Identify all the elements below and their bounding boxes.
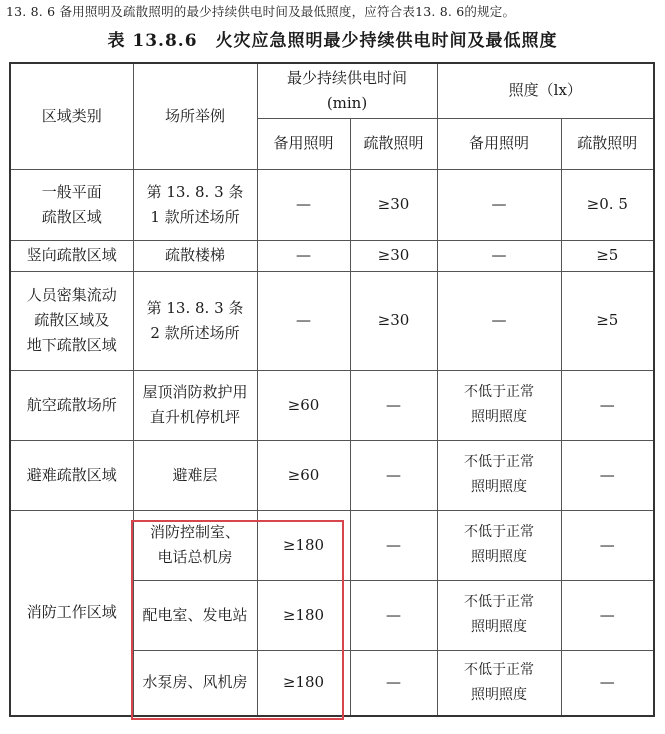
backup-lux-cell-line: 照明照度 xyxy=(471,549,528,565)
header-min-duration-label: 最少持续供电时间 xyxy=(287,68,408,87)
place-cell xyxy=(133,370,257,440)
backup-lux-cell-line: 不低于正常 xyxy=(464,524,535,540)
header-row xyxy=(10,63,654,118)
backup-lux-cell-line: 照明照度 xyxy=(471,479,528,495)
area-cell-line: 疏散区域 xyxy=(41,207,102,226)
backup-lux-cell-line: 不低于正常 xyxy=(464,384,535,400)
backup-lux-cell-line: 不低于正常 xyxy=(464,661,535,678)
evac-time-cell: ≥30 xyxy=(350,240,437,271)
table-row xyxy=(10,240,654,271)
place-cell xyxy=(133,271,257,370)
area-cell-line: 航空疏散场所 xyxy=(26,395,117,414)
evac-lux-cell: — xyxy=(561,580,654,650)
place-cell xyxy=(133,440,257,510)
backup-lux-cell xyxy=(437,510,561,580)
place-cell-line: 配电室、发电站 xyxy=(142,605,248,624)
backup-lux-cell xyxy=(437,240,561,271)
evac-time-cell: ≥30 xyxy=(350,169,437,240)
evac-lux-cell: ≥0. 5 xyxy=(561,169,654,240)
backup-time-cell: — xyxy=(257,271,350,370)
backup-lux-cell-line: — xyxy=(491,246,507,264)
table-caption: 表 13.8.6 火灾应急照明最少持续供电时间及最低照度 xyxy=(107,31,558,51)
area-cell xyxy=(10,370,133,440)
backup-time-cell: — xyxy=(257,169,350,240)
evac-time-cell: — xyxy=(350,580,437,650)
table-row xyxy=(10,370,654,440)
evac-time-cell: ≥30 xyxy=(350,271,437,370)
backup-lux-cell xyxy=(437,440,561,510)
backup-lux-cell-line: 照明照度 xyxy=(471,409,528,425)
backup-lux-cell xyxy=(437,580,561,650)
header-min-duration xyxy=(257,63,437,118)
place-cell-line: 1 款所述场所 xyxy=(150,207,240,226)
table-row xyxy=(10,510,654,580)
evac-lux-cell: — xyxy=(561,440,654,510)
evac-lux-cell: — xyxy=(561,510,654,580)
backup-lux-cell-line: 不低于正常 xyxy=(464,454,535,470)
subheader-backup-lux: 备用照明 xyxy=(437,118,561,169)
backup-lux-cell-line: — xyxy=(491,195,507,213)
backup-lux-cell-line: 不低于正常 xyxy=(464,594,535,610)
evac-time-cell: — xyxy=(350,440,437,510)
area-cell xyxy=(10,271,133,370)
place-cell xyxy=(133,650,257,716)
evac-time-cell: — xyxy=(350,510,437,580)
header-place-example: 场所举例 xyxy=(133,63,257,169)
evac-time-cell: — xyxy=(350,650,437,716)
evac-lux-cell: — xyxy=(561,370,654,440)
area-cell xyxy=(10,510,133,716)
evac-lux-cell: ≥5 xyxy=(561,271,654,370)
area-cell-line: 消防工作区域 xyxy=(26,603,117,622)
backup-lux-cell xyxy=(437,650,561,716)
place-cell-line: 电话总机房 xyxy=(157,548,233,566)
backup-time-cell: ≥180 xyxy=(257,580,350,650)
subheader-evac-lux: 疏散照明 xyxy=(561,118,654,169)
backup-time-cell: — xyxy=(257,240,350,271)
place-cell xyxy=(133,510,257,580)
area-cell-line: 人员密集流动 xyxy=(26,286,117,304)
evac-time-cell: — xyxy=(350,370,437,440)
lighting-table xyxy=(9,62,655,717)
place-cell-line: 第 13. 8. 3 条 xyxy=(146,298,244,317)
place-cell-line: 避难层 xyxy=(172,465,218,484)
header-illuminance: 照度（lx） xyxy=(437,63,654,118)
area-cell-line: 竖向疏散区域 xyxy=(26,246,117,264)
backup-lux-cell-line: — xyxy=(491,311,507,329)
place-cell-line: 第 13. 8. 3 条 xyxy=(146,182,244,201)
backup-time-cell: ≥60 xyxy=(257,440,350,510)
evac-lux-cell: ≥5 xyxy=(561,240,654,271)
place-cell-line: 直升机停机坪 xyxy=(149,408,240,426)
backup-time-cell: ≥180 xyxy=(257,650,350,716)
backup-lux-cell xyxy=(437,169,561,240)
place-cell xyxy=(133,169,257,240)
header-min-duration-unit: (min) xyxy=(326,93,368,112)
place-cell-line: 水泵房、风机房 xyxy=(142,673,248,692)
backup-time-cell: ≥60 xyxy=(257,370,350,440)
header-area-type: 区域类别 xyxy=(10,63,133,169)
evac-lux-cell: — xyxy=(561,650,654,716)
backup-lux-cell xyxy=(437,271,561,370)
table-row xyxy=(10,440,654,510)
place-cell-line: 消防控制室、 xyxy=(149,523,240,541)
backup-lux-cell-line: 照明照度 xyxy=(471,686,528,703)
subheader-backup-time: 备用照明 xyxy=(257,118,350,169)
area-cell xyxy=(10,440,133,510)
place-cell xyxy=(133,240,257,271)
area-cell xyxy=(10,240,133,271)
place-cell-line: 2 款所述场所 xyxy=(150,323,240,342)
area-cell-line: 疏散区域及 xyxy=(34,311,110,329)
backup-time-cell: ≥180 xyxy=(257,510,350,580)
area-cell-line: 避难疏散区域 xyxy=(26,465,117,484)
clause-note: 13. 8. 6 备用照明及疏散照明的最少持续供电时间及最低照度，应符合表13. 8. 6的规定。 xyxy=(6,4,516,19)
place-cell-line: 疏散楼梯 xyxy=(164,246,225,264)
subheader-evac-time: 疏散照明 xyxy=(350,118,437,169)
area-cell-line: 一般平面 xyxy=(41,182,102,201)
area-cell xyxy=(10,169,133,240)
place-cell-line: 屋顶消防救护用 xyxy=(142,383,248,401)
backup-lux-cell-line: 照明照度 xyxy=(471,619,528,635)
table-row xyxy=(10,169,654,240)
place-cell xyxy=(133,580,257,650)
backup-lux-cell xyxy=(437,370,561,440)
area-cell-line: 地下疏散区域 xyxy=(26,336,117,354)
table-row xyxy=(10,271,654,370)
